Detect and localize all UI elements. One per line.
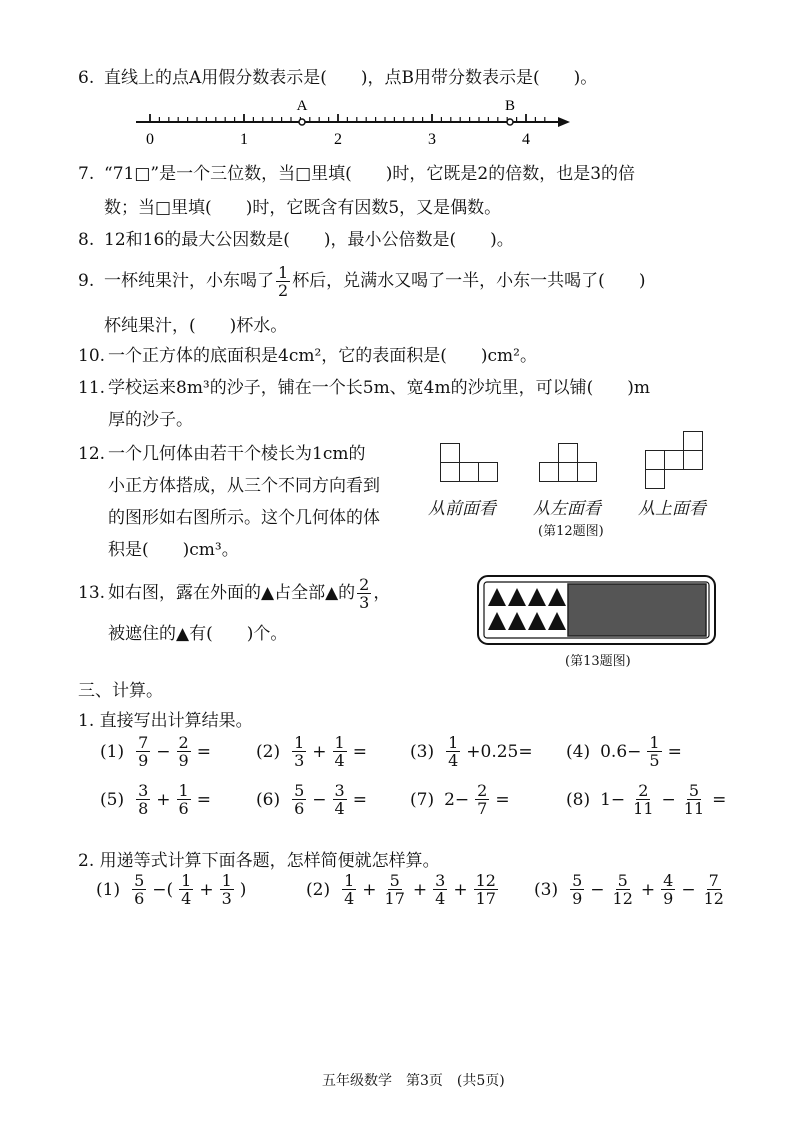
calc-item-label: (4)	[566, 741, 591, 762]
question-number: 6.	[78, 68, 95, 88]
question-number: 11.	[78, 378, 106, 398]
question-8	[78, 228, 514, 252]
fraction: $\frac{1}{4}$	[334, 733, 345, 770]
question-7-line2: 数；当□里填( )时，它既含有因数5，又是偶数。	[104, 198, 502, 218]
figure-13-caption: (第13题图)	[565, 654, 631, 669]
operator: −	[156, 741, 171, 762]
question-13-line2: 被遮住的▲有( )个。	[108, 624, 288, 644]
operator: +	[156, 789, 171, 810]
operator: −(	[152, 879, 174, 900]
operator: 2−	[444, 789, 470, 810]
calc-item	[306, 872, 500, 907]
operator: =	[196, 789, 211, 810]
fraction: $\frac{4}{9}$	[663, 871, 674, 908]
calc-item-label: (5)	[100, 789, 125, 810]
page-footer: 五年级数学 第3页 (共5页)	[322, 1073, 505, 1089]
calc-item	[256, 734, 367, 769]
operator: =	[352, 741, 367, 762]
question-text-cont: ，	[373, 583, 391, 603]
fraction: $\frac{5}{17}$	[384, 871, 405, 908]
fraction: $\frac{1}{4}$	[344, 871, 355, 908]
calc-item-label: (7)	[410, 789, 435, 810]
fraction: $\frac{1}{3}$	[294, 733, 305, 770]
fraction: $\frac{2}{3}$	[359, 575, 370, 612]
section-title: 三、计算。	[78, 681, 163, 701]
question-10	[78, 344, 537, 368]
question-13	[78, 576, 390, 611]
question-6	[78, 66, 597, 90]
question-text: 直线上的点A用假分数表示是( )，点B用带分数表示是( )。	[104, 68, 598, 88]
operator: +	[640, 879, 656, 900]
fraction: $\frac{7}{9}$	[138, 733, 149, 770]
operator: =	[712, 789, 727, 810]
calc-item	[96, 872, 246, 907]
question-12-line3: 的图形如右图所示。这个几何体的体	[108, 508, 380, 528]
calc-item	[100, 734, 211, 769]
tick-label: 0	[146, 131, 154, 148]
question-9	[78, 264, 645, 299]
cover-block	[568, 584, 706, 636]
number-line	[130, 96, 580, 152]
operator: +	[312, 741, 327, 762]
question-text-line1: 学校运来8m³的沙子，铺在一个长5m、宽4m的沙坑里，可以铺( )m	[108, 378, 651, 398]
operator: +0.25=	[466, 741, 533, 762]
fraction: $\frac{3}{8}$	[138, 781, 149, 818]
question-9-line2: 杯纯果汁，( )杯水。	[104, 316, 288, 336]
calc-item	[534, 872, 728, 907]
question-11	[78, 376, 650, 400]
top-view-label: 从上面看	[638, 499, 706, 519]
operator: −	[590, 879, 605, 900]
question-text: 一个正方体的底面积是4cm²，它的表面积是( )cm²。	[108, 346, 537, 366]
question-text: 一杯纯果汁，小东喝了	[104, 271, 274, 291]
point-b	[507, 119, 513, 125]
front-view-label: 从前面看	[428, 499, 496, 519]
fraction: $\frac{3}{4}$	[435, 871, 446, 908]
operator: +	[199, 879, 214, 900]
operator: =	[667, 741, 682, 762]
question-number: 8.	[78, 230, 95, 250]
calc-item-label: (1)	[100, 741, 125, 762]
fraction: $\frac{2}{9}$	[178, 733, 189, 770]
operator: +	[412, 879, 428, 900]
operator: −	[312, 789, 327, 810]
point-a-label: A	[296, 98, 308, 114]
tick-label: 2	[334, 131, 342, 148]
operator: 1−	[600, 789, 626, 810]
operator: +	[453, 879, 468, 900]
calc-item-label: (3)	[534, 879, 559, 900]
calc2-title: 2. 用递等式计算下面各题，怎样简便就怎样算。	[78, 851, 440, 871]
tick-label: 4	[522, 131, 530, 148]
fraction: $\frac{2}{7}$	[477, 781, 488, 818]
operator: −	[661, 789, 676, 810]
question-number: 10.	[78, 346, 106, 366]
left-view-label: 从左面看	[533, 499, 601, 519]
calc-item	[410, 734, 533, 769]
fraction: $\frac{3}{4}$	[334, 781, 345, 818]
fraction: $\frac{1}{2}$	[278, 263, 289, 300]
question-text-line1: “71□”是一个三位数，当□里填( )时，它既是2的倍数，也是3的倍	[104, 164, 636, 184]
operator: 0.6−	[600, 741, 642, 762]
fraction: $\frac{1}{5}$	[649, 733, 660, 770]
calc-item-label: (1)	[96, 879, 121, 900]
question-text-cont: 杯后，兑满水又喝了一半，小东一共喝了( )	[292, 271, 646, 291]
point-b-label: B	[504, 98, 516, 114]
fraction: $\frac{7}{12}$	[703, 871, 724, 908]
fraction: $\frac{1}{4}$	[181, 871, 192, 908]
operator: =	[495, 789, 510, 810]
fraction: $\frac{1}{4}$	[448, 733, 459, 770]
question-7	[78, 162, 635, 186]
fraction: $\frac{5}{11}$	[683, 781, 705, 818]
fraction: $\frac{1}{6}$	[178, 781, 189, 818]
calc1-title: 1. 直接写出计算结果。	[78, 711, 253, 731]
question-text-line1: 一个几何体由若干个棱长为1cm的	[108, 444, 366, 464]
operator: =	[196, 741, 211, 762]
triangles-figure	[476, 574, 718, 648]
question-text: 12和16的最大公因数是( )，最小公倍数是( )。	[104, 230, 514, 250]
fraction: $\frac{2}{11}$	[633, 781, 654, 818]
operator: =	[352, 789, 367, 810]
calc-item	[410, 782, 510, 817]
calc-item	[256, 782, 367, 817]
question-12-line4: 积是( )cm³。	[108, 540, 239, 560]
fraction: $\frac{1}{3}$	[221, 871, 232, 908]
calc-item-label: (2)	[256, 741, 281, 762]
operator: −	[681, 879, 696, 900]
fraction: $\frac{5}{6}$	[134, 871, 145, 908]
operator: +	[362, 879, 377, 900]
fraction: $\frac{12}{17}$	[475, 871, 496, 908]
calc-item	[566, 734, 682, 769]
tick-label: 3	[428, 131, 436, 148]
question-number: 9.	[78, 271, 95, 291]
arrow-head-icon	[558, 117, 570, 127]
figure-12-caption: (第12题图)	[538, 524, 604, 539]
calc-item-label: (3)	[410, 741, 435, 762]
calc-item-label: (8)	[566, 789, 591, 810]
fraction: $\frac{5}{6}$	[294, 781, 305, 818]
calc-item-label: (6)	[256, 789, 281, 810]
question-12-line2: 小正方体搭成，从三个不同方向看到	[108, 476, 380, 496]
calc-item	[566, 782, 726, 817]
point-a	[299, 119, 305, 125]
question-number: 7.	[78, 164, 95, 184]
question-number: 13.	[78, 583, 106, 603]
tick-label: 1	[240, 131, 248, 148]
fraction: $\frac{5}{9}$	[572, 871, 583, 908]
question-12	[78, 442, 365, 466]
fraction: $\frac{5}{12}$	[612, 871, 633, 908]
calc-item	[100, 782, 211, 817]
operator: )	[239, 879, 247, 900]
calc-item-label: (2)	[306, 879, 331, 900]
question-11-line2: 厚的沙子。	[108, 410, 193, 430]
question-number: 12.	[78, 444, 106, 464]
question-text: 如右图，露在外面的▲占全部▲的	[108, 583, 356, 603]
